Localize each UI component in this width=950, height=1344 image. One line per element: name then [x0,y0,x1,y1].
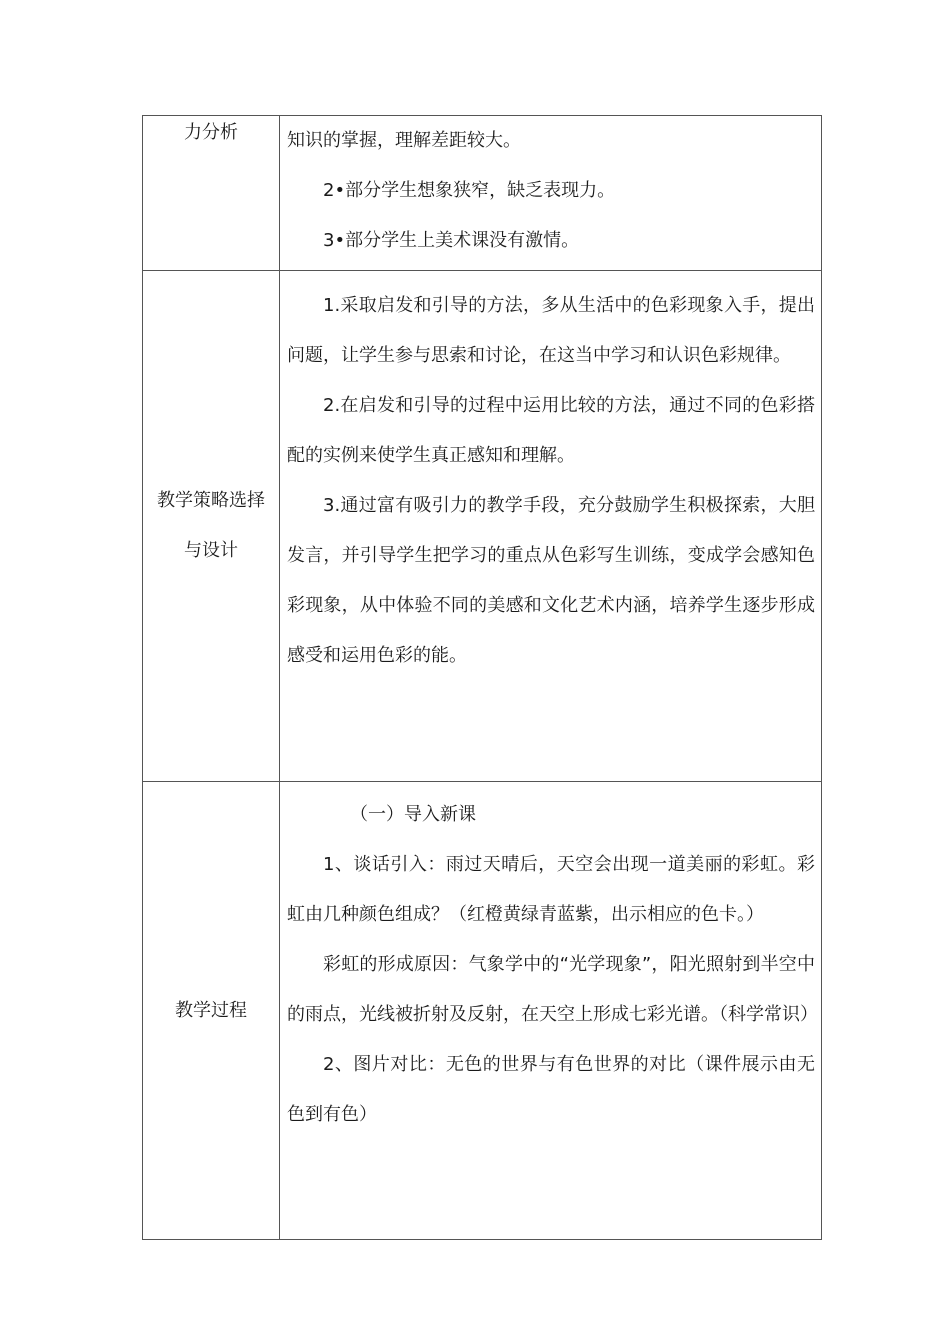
paragraph: 3•部分学生上美术课没有激情。 [323,230,580,251]
row-label-text: 教学策略选择与设计 [157,490,265,561]
paragraph: 2•部分学生想象狭窄，缺乏表现力。 [323,180,616,201]
paragraph: 2、图片对比：无色的世界与有色世界的对比（课件展示由无色到有色） [287,1054,815,1125]
paragraph: 彩虹的形成原因：气象学中的“光学现象”，阳光照射到半空中的雨点，光线被折射及反射，在天空上形成七彩光谱。（科学常识） [287,954,818,1025]
table-row-teaching-strategy [143,271,822,782]
row-content-teaching-strategy [280,271,822,782]
row-label-teaching-strategy [143,271,280,782]
row-content-ability-analysis [280,116,822,271]
table-row-teaching-process [143,782,822,1240]
paragraph: 2.在启发和引导的过程中运用比较的方法，通过不同的色彩搭配的实例来使学生真正感知和理解。 [287,395,815,466]
row-label-teaching-process: 教学过程 [143,782,280,1240]
row-content-teaching-process [280,782,822,1240]
section-heading: （一）导入新课 [350,804,476,825]
lesson-plan-table [142,115,822,1240]
row-label-ability-analysis: 力分析 [143,116,280,271]
paragraph: 3.通过富有吸引力的教学手段，充分鼓励学生积极探索，大胆发言，并引导学生把学习的重点从色彩写生训练，变成学会感知色彩现象，从中体验不同的美感和文化艺术内涵，培养学生逐步形成感受和运用色彩的能。 [287,495,815,666]
paragraph: 1.采取启发和引导的方法，多从生活中的色彩现象入手，提出问题，让学生参与思索和讨论，在这当中学习和认识色彩规律。 [287,295,815,366]
table-row-ability-analysis [143,116,822,271]
paragraph: 1、谈话引入：雨过天晴后，天空会出现一道美丽的彩虹。彩虹由几种颜色组成？（红橙黄绿青蓝紫，出示相应的色卡。） [287,854,815,925]
paragraph: 知识的掌握，理解差距较大。 [287,130,521,151]
